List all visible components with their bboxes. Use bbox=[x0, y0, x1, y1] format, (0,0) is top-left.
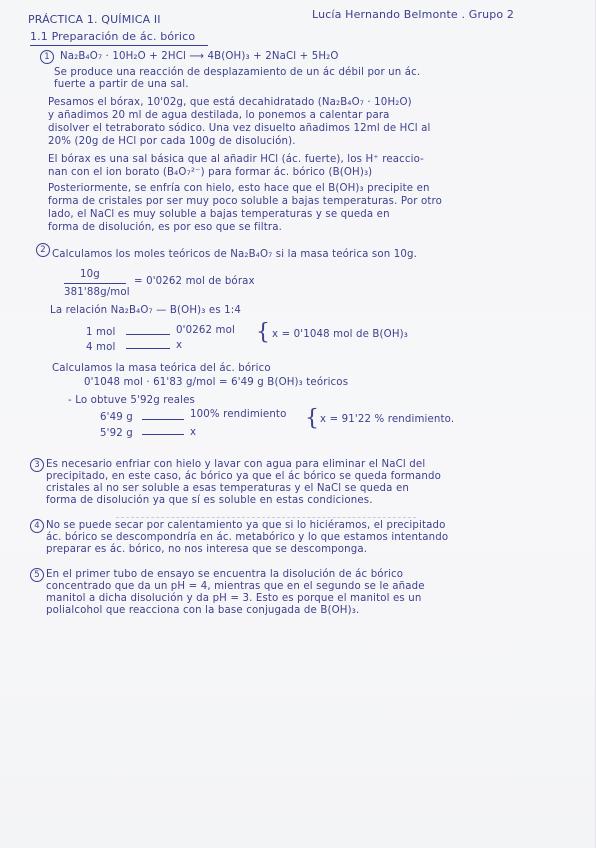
proportion-2-right-top: 100% rendimiento bbox=[190, 409, 287, 420]
section-1-line: Posteriormente, se enfría con hielo, esto hace que el B(OH)₃ precipite en bbox=[48, 183, 430, 194]
mass-calculation: 0'1048 mol · 61'83 g/mol = 6'49 g B(OH)₃ teóricos bbox=[84, 377, 349, 388]
section-4-line: No se puede secar por calentamiento ya que si lo hiciéramos, el precipitado bbox=[46, 520, 446, 531]
proportion-dash bbox=[126, 334, 170, 335]
section-5-line: manitol a dicha disolución y da pH = 3. Esto es porque el manitol es un bbox=[46, 593, 422, 604]
practice-title: PRÁCTICA 1. QUÍMICA II bbox=[28, 13, 161, 26]
section-2-number: 2 bbox=[36, 243, 50, 257]
proportion-2-left-bottom: 5'92 g bbox=[100, 428, 133, 439]
faint-bleed-line bbox=[116, 517, 416, 518]
section-1-line: fuerte a partir de una sal. bbox=[54, 79, 189, 90]
section-3-number: 3 bbox=[30, 458, 44, 472]
section-3-line: cristales al no ser soluble a esas temperaturas y el NaCl se queda en bbox=[46, 483, 409, 494]
section-1-line: Se produce una reacción de desplazamiento de un ác débil por un ác. bbox=[54, 67, 421, 78]
section-1-line: forma de cristales por ser muy poco soluble a bajas temperaturas. Por otro bbox=[48, 196, 442, 207]
proportion-2-right-bottom: x bbox=[190, 427, 197, 438]
section-1-line: El bórax es una sal básica que al añadir HCl (ác. fuerte), los H⁺ reaccio- bbox=[48, 154, 425, 165]
section-3-line: Es necesario enfriar con hielo y lavar con agua para eliminar el NaCl del bbox=[46, 459, 426, 470]
section-4-number: 4 bbox=[30, 519, 44, 533]
section-1-line: 20% (20g de HCl por cada 100g de disolución). bbox=[48, 136, 296, 147]
section-3-line: precipitado, en este caso, ác bórico ya que el ác bórico se queda formando bbox=[46, 471, 441, 482]
section-2-intro: Calculamos los moles teóricos de Na₂B₄O₇ si la masa teórica son 10g. bbox=[52, 249, 418, 260]
real-mass: - Lo obtuve 5'92g reales bbox=[68, 395, 195, 406]
fraction-result: = 0'0262 mol de bórax bbox=[134, 276, 255, 287]
section-1-line: lado, el NaCl es muy soluble a bajas temperaturas y se queda en bbox=[48, 209, 390, 220]
reaction-equation: Na₂B₄O₇ · 10H₂O + 2HCl ⟶ 4B(OH)₃ + 2NaCl + 5H₂O bbox=[60, 51, 339, 62]
proportion-2-left-top: 6'49 g bbox=[100, 412, 133, 423]
section-5-line: polialcohol que reacciona con la base conjugada de B(OH)₃. bbox=[46, 605, 360, 616]
section-heading: 1.1 Preparación de ác. bórico bbox=[30, 30, 196, 43]
proportion-1-left-bottom: 4 mol bbox=[86, 342, 116, 353]
heading-underline bbox=[30, 45, 208, 46]
section-1-line: disolver el tetraborato sódico. Una vez disuelto añadimos 12ml de HCl al bbox=[48, 123, 431, 134]
fraction-denominator: 381'88g/mol bbox=[64, 287, 130, 298]
section-3-line: forma de disolución ya que sí es soluble en estas condiciones. bbox=[46, 495, 373, 506]
proportion-dash bbox=[126, 348, 170, 349]
section-1-line: y añadimos 20 ml de agua destilada, lo ponemos a calentar para bbox=[48, 110, 390, 121]
proportion-1-right-bottom: x bbox=[176, 340, 183, 351]
mass-intro: Calculamos la masa teórica del ác. bórico bbox=[52, 363, 271, 374]
section-1-line: nan con el ion borato (B₄O₇²⁻) para formar ác. bórico (B(OH)₃) bbox=[48, 167, 373, 178]
proportion-1-result: x = 0'1048 mol de B(OH)₃ bbox=[272, 329, 408, 340]
curly-brace: { bbox=[256, 320, 270, 345]
proportion-dash bbox=[142, 419, 184, 420]
author-line: Lucía Hernando Belmonte . Grupo 2 bbox=[312, 8, 515, 21]
curly-brace: { bbox=[305, 406, 319, 431]
section-5-number: 5 bbox=[30, 568, 44, 582]
section-1-line: Pesamos el bórax, 10'02g, que está decahidratado (Na₂B₄O₇ · 10H₂O) bbox=[48, 97, 412, 108]
fraction-bar bbox=[64, 283, 126, 284]
section-4-line: ác. bórico se descompondría en ác. metabórico y lo que estamos intentando bbox=[46, 532, 449, 543]
relation-line: La relación Na₂B₄O₇ — B(OH)₃ es 1:4 bbox=[50, 305, 242, 316]
fraction-numerator: 10g bbox=[80, 269, 100, 280]
section-4-line: preparar es ác. bórico, no nos interesa que se descomponga. bbox=[46, 544, 368, 555]
proportion-1-left-top: 1 mol bbox=[86, 327, 116, 338]
section-1-number: 1 bbox=[40, 50, 54, 64]
proportion-2-result: x = 91'22 % rendimiento. bbox=[320, 414, 455, 425]
proportion-1-right-top: 0'0262 mol bbox=[176, 325, 235, 336]
section-5-line: concentrado que da un pH = 4, mientras que en el segundo se le añade bbox=[46, 581, 425, 592]
section-5-line: En el primer tubo de ensayo se encuentra la disolución de ác bórico bbox=[46, 569, 404, 580]
section-1-line: forma de disolución, es por eso que se filtra. bbox=[48, 222, 282, 233]
proportion-dash bbox=[142, 434, 184, 435]
